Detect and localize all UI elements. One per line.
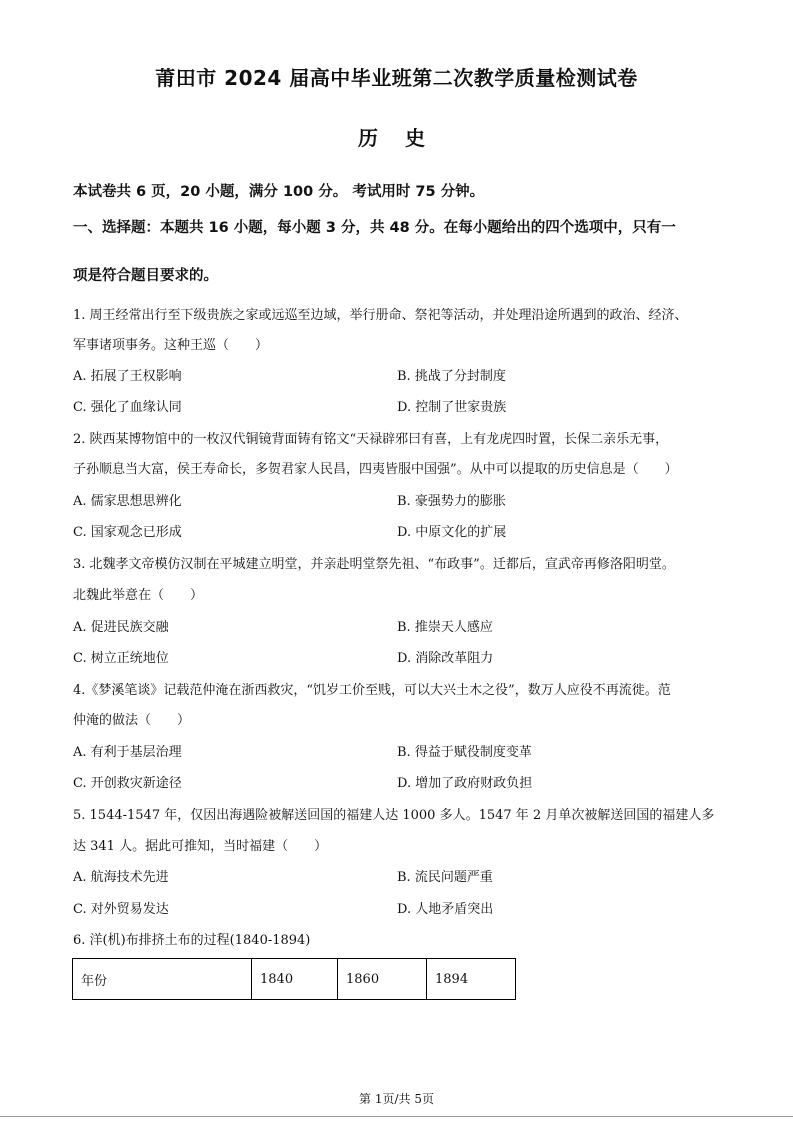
question-4-option-b: B. 得益于赋役制度变革 <box>397 745 532 760</box>
question-2-option-d: D. 中原文化的扩展 <box>397 525 507 540</box>
question-4-option-d: D. 增加了政府财政负担 <box>397 776 533 791</box>
section-instruction-line1: 一、选择题：本题共 16 小题，每小题 3 分，共 48 分。在每小题给出的四个选项中，只有一 <box>73 220 676 236</box>
page-footer: 第 1页/共 5页 <box>359 1092 434 1106</box>
question-2-option-b: B. 豪强势力的膨胀 <box>397 494 506 509</box>
question-4-option-a: A. 有利于基层治理 <box>73 745 182 760</box>
exam-info: 本试卷共 6 页，20 小题，满分 100 分。 考试用时 75 分钟。 <box>73 184 485 200</box>
question-3-option-c: C. 树立正统地位 <box>73 651 169 666</box>
table-cell-1894: 1894 <box>427 959 516 1000</box>
table-cell-1840: 1840 <box>252 959 338 1000</box>
question-5-stem-line2: 达 341 人。据此可推知，当时福建（ ） <box>73 839 328 854</box>
table-row <box>73 959 516 1000</box>
table-cell-year-label: 年份 <box>73 959 252 1000</box>
question-2-stem-line1: 2. 陕西某博物馆中的一枚汉代铜镜背面铸有铭文“天禄辟邪曰有喜，上有龙虎四时置，长保二亲乐无事， <box>73 432 669 447</box>
table-cell-1860: 1860 <box>338 959 427 1000</box>
exam-title: 莆田市 2024 届高中毕业班第二次教学质量检测试卷 <box>155 66 638 90</box>
question-4-stem-line2: 仲淹的做法（ ） <box>73 713 191 728</box>
question-5-stem-line1: 5. 1544-1547 年，仅因出海遇险被解送回国的福建人达 1000 多人。1547 年 2 月单次被解送回国的福建人多 <box>73 808 715 823</box>
question-5-option-a: A. 航海技术先进 <box>73 870 169 885</box>
question-6-stem: 6. 洋(机)布排挤土布的过程(1840-1894) <box>73 933 311 948</box>
question-6-table <box>72 958 516 1000</box>
footer-divider <box>0 1116 793 1117</box>
question-2-option-a: A. 儒家思想思辨化 <box>73 494 182 509</box>
section-instruction-line2: 项是符合题目要求的。 <box>73 268 218 284</box>
question-5-option-b: B. 流民问题严重 <box>397 870 493 885</box>
question-4-option-c: C. 开创救灾新途径 <box>73 776 182 791</box>
question-3-option-b: B. 推崇天人感应 <box>397 620 493 635</box>
question-2-option-c: C. 国家观念已形成 <box>73 525 182 540</box>
question-5-option-c: C. 对外贸易发达 <box>73 902 169 917</box>
question-3-option-a: A. 促进民族交融 <box>73 620 169 635</box>
question-4-stem-line1: 4.《梦溪笔谈》记载范仲淹在浙西救灾，“饥岁工价至贱，可以大兴土木之役”，数万人应役不再流徙。范 <box>73 683 671 698</box>
subject-heading: 历 史 <box>358 126 435 150</box>
question-1-option-a: A. 拓展了王权影响 <box>73 369 182 384</box>
question-3-stem-line1: 3. 北魏孝文帝模仿汉制在平城建立明堂，并亲赴明堂祭先祖、“布政事”。迁都后，宣武帝再修洛阳明堂。 <box>73 557 675 572</box>
question-3-option-d: D. 消除改革阻力 <box>397 651 494 666</box>
question-2-stem-line2: 子孙顺息当大富，侯王寿命长，多贺君家人民昌，四夷皆服中国强”。从中可以提取的历史信息是（ ） <box>73 462 678 477</box>
question-1-option-c: C. 强化了血缘认同 <box>73 400 182 415</box>
question-1-option-b: B. 挑战了分封制度 <box>397 369 506 384</box>
question-1-stem-line2: 军事诸项事务。这种王巡（ ） <box>73 338 269 353</box>
question-1-option-d: D. 控制了世家贵族 <box>397 400 507 415</box>
question-1-stem-line1: 1. 周王经常出行至下级贵族之家或远巡至边域，举行册命、祭祀等活动，并处理沿途所遇到的政治、经济、 <box>73 308 688 323</box>
question-3-stem-line2: 北魏此举意在（ ） <box>73 588 204 603</box>
question-5-option-d: D. 人地矛盾突出 <box>397 902 494 917</box>
